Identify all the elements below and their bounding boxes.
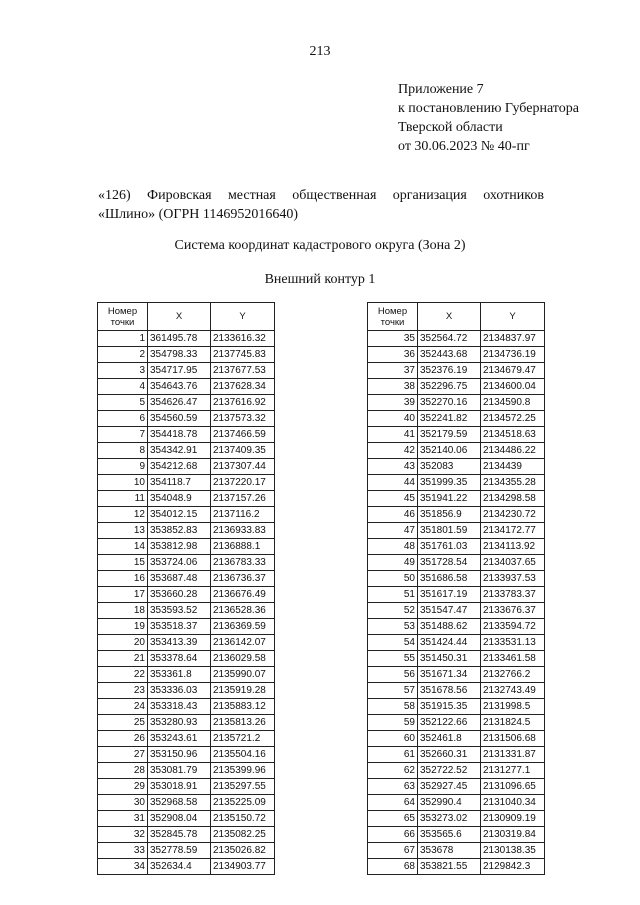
y-coordinate-cell: 2136528.36 bbox=[211, 603, 275, 619]
table-row bbox=[98, 587, 275, 603]
point-number-cell: 67 bbox=[368, 843, 418, 859]
y-coordinate-cell: 2134736.19 bbox=[481, 347, 545, 363]
table-row bbox=[368, 587, 545, 603]
table-row bbox=[368, 683, 545, 699]
x-coordinate-cell: 353852.83 bbox=[148, 523, 211, 539]
point-number-cell: 14 bbox=[98, 539, 148, 555]
x-coordinate-cell: 353812.98 bbox=[148, 539, 211, 555]
y-coordinate-cell: 2136933.83 bbox=[211, 523, 275, 539]
table-row bbox=[368, 491, 545, 507]
point-number-cell: 61 bbox=[368, 747, 418, 763]
table-row bbox=[368, 747, 545, 763]
x-coordinate-cell: 352376.19 bbox=[418, 363, 481, 379]
x-coordinate-cell: 354418.78 bbox=[148, 427, 211, 443]
x-coordinate-cell: 352270.16 bbox=[418, 395, 481, 411]
x-coordinate-cell: 353565.6 bbox=[418, 827, 481, 843]
y-coordinate-cell: 2135297.55 bbox=[211, 779, 275, 795]
y-coordinate-cell: 2133783.37 bbox=[481, 587, 545, 603]
table-row bbox=[368, 859, 545, 875]
x-coordinate-cell: 352296.75 bbox=[418, 379, 481, 395]
y-coordinate-cell: 2134486.22 bbox=[481, 443, 545, 459]
table-row bbox=[368, 523, 545, 539]
table-row bbox=[368, 699, 545, 715]
x-coordinate-cell: 351488.62 bbox=[418, 619, 481, 635]
x-coordinate-cell: 352140.06 bbox=[418, 443, 481, 459]
point-number-cell: 3 bbox=[98, 363, 148, 379]
y-coordinate-cell: 2131040.34 bbox=[481, 795, 545, 811]
table-row bbox=[368, 459, 545, 475]
point-number-cell: 12 bbox=[98, 507, 148, 523]
point-number-cell: 26 bbox=[98, 731, 148, 747]
point-number-cell: 50 bbox=[368, 571, 418, 587]
x-coordinate-cell: 353318.43 bbox=[148, 699, 211, 715]
heading-line-2: «Шлино» (ОГРН 1146952016640) bbox=[98, 207, 298, 222]
heading-line-1 bbox=[98, 186, 544, 205]
x-coordinate-cell: 351617.19 bbox=[418, 587, 481, 603]
contour-title: Внешний контур 1 bbox=[264, 272, 376, 287]
y-coordinate-cell: 2137466.59 bbox=[211, 427, 275, 443]
y-coordinate-cell: 2137628.34 bbox=[211, 379, 275, 395]
y-coordinate-cell: 2136888.1 bbox=[211, 539, 275, 555]
y-coordinate-cell: 2135721.2 bbox=[211, 731, 275, 747]
y-coordinate-cell: 2136676.49 bbox=[211, 587, 275, 603]
x-coordinate-cell: 353821.55 bbox=[418, 859, 481, 875]
table-row bbox=[368, 395, 545, 411]
point-number-cell: 46 bbox=[368, 507, 418, 523]
point-number-cell: 36 bbox=[368, 347, 418, 363]
table-row bbox=[98, 667, 275, 683]
y-coordinate-cell: 2134113.92 bbox=[481, 539, 545, 555]
point-number-cell: 24 bbox=[98, 699, 148, 715]
appendix-line: к постановлению Губернатора bbox=[398, 101, 579, 116]
table-row bbox=[368, 811, 545, 827]
y-coordinate-cell: 2131096.65 bbox=[481, 779, 545, 795]
x-coordinate-cell: 354798.33 bbox=[148, 347, 211, 363]
point-number-cell: 40 bbox=[368, 411, 418, 427]
table-row bbox=[98, 683, 275, 699]
y-coordinate-cell: 2137307.44 bbox=[211, 459, 275, 475]
point-number-cell: 68 bbox=[368, 859, 418, 875]
table-row bbox=[98, 331, 275, 347]
point-number-cell: 28 bbox=[98, 763, 148, 779]
x-coordinate-cell: 352179.59 bbox=[418, 427, 481, 443]
x-coordinate-cell: 351761.03 bbox=[418, 539, 481, 555]
x-coordinate-cell: 353660.28 bbox=[148, 587, 211, 603]
y-coordinate-cell: 2135026.82 bbox=[211, 843, 275, 859]
table-row bbox=[98, 859, 275, 875]
x-coordinate-cell: 353593.52 bbox=[148, 603, 211, 619]
header-x: X bbox=[418, 303, 481, 331]
point-number-cell: 13 bbox=[98, 523, 148, 539]
y-coordinate-cell: 2134298.58 bbox=[481, 491, 545, 507]
x-coordinate-cell: 351450.31 bbox=[418, 651, 481, 667]
y-coordinate-cell: 2134600.04 bbox=[481, 379, 545, 395]
x-coordinate-cell: 352908.04 bbox=[148, 811, 211, 827]
x-coordinate-cell: 354012.15 bbox=[148, 507, 211, 523]
x-coordinate-cell: 351941.22 bbox=[418, 491, 481, 507]
y-coordinate-cell: 2134518.63 bbox=[481, 427, 545, 443]
y-coordinate-cell: 2134837.97 bbox=[481, 331, 545, 347]
table-row bbox=[368, 667, 545, 683]
y-coordinate-cell: 2137157.26 bbox=[211, 491, 275, 507]
point-number-cell: 23 bbox=[98, 683, 148, 699]
table-row bbox=[368, 427, 545, 443]
table-row bbox=[368, 331, 545, 347]
y-coordinate-cell: 2133937.53 bbox=[481, 571, 545, 587]
point-number-cell: 9 bbox=[98, 459, 148, 475]
y-coordinate-cell: 2131277.1 bbox=[481, 763, 545, 779]
x-coordinate-cell: 351856.9 bbox=[418, 507, 481, 523]
point-number-cell: 7 bbox=[98, 427, 148, 443]
table-row bbox=[368, 475, 545, 491]
y-coordinate-cell: 2135399.96 bbox=[211, 763, 275, 779]
y-coordinate-cell: 2132743.49 bbox=[481, 683, 545, 699]
x-coordinate-cell: 351728.54 bbox=[418, 555, 481, 571]
point-number-cell: 53 bbox=[368, 619, 418, 635]
header-x: X bbox=[148, 303, 211, 331]
heading-word: местная bbox=[227, 188, 276, 203]
point-number-cell: 29 bbox=[98, 779, 148, 795]
point-number-cell: 30 bbox=[98, 795, 148, 811]
table-row bbox=[368, 779, 545, 795]
point-number-cell: 48 bbox=[368, 539, 418, 555]
point-number-cell: 20 bbox=[98, 635, 148, 651]
point-number-cell: 25 bbox=[98, 715, 148, 731]
point-number-cell: 55 bbox=[368, 651, 418, 667]
header-y: Y bbox=[481, 303, 545, 331]
y-coordinate-cell: 2137409.35 bbox=[211, 443, 275, 459]
y-coordinate-cell: 2133594.72 bbox=[481, 619, 545, 635]
y-coordinate-cell: 2131331.87 bbox=[481, 747, 545, 763]
table-row bbox=[368, 411, 545, 427]
point-number-cell: 59 bbox=[368, 715, 418, 731]
table-row bbox=[98, 571, 275, 587]
header-point-number: Номер точки bbox=[98, 303, 148, 331]
point-number-cell: 10 bbox=[98, 475, 148, 491]
point-number-cell: 35 bbox=[368, 331, 418, 347]
point-number-cell: 11 bbox=[98, 491, 148, 507]
table-row bbox=[368, 619, 545, 635]
point-number-cell: 45 bbox=[368, 491, 418, 507]
x-coordinate-cell: 361495.78 bbox=[148, 331, 211, 347]
x-coordinate-cell: 351547.47 bbox=[418, 603, 481, 619]
y-coordinate-cell: 2129842.3 bbox=[481, 859, 545, 875]
table-row bbox=[98, 363, 275, 379]
table-row bbox=[98, 715, 275, 731]
table-row bbox=[98, 459, 275, 475]
y-coordinate-cell: 2132766.2 bbox=[481, 667, 545, 683]
y-coordinate-cell: 2134679.47 bbox=[481, 363, 545, 379]
x-coordinate-cell: 353081.79 bbox=[148, 763, 211, 779]
y-coordinate-cell: 2134439 bbox=[481, 459, 545, 475]
point-number-cell: 54 bbox=[368, 635, 418, 651]
y-coordinate-cell: 2131998.5 bbox=[481, 699, 545, 715]
x-coordinate-cell: 353687.48 bbox=[148, 571, 211, 587]
x-coordinate-cell: 351686.58 bbox=[418, 571, 481, 587]
point-number-cell: 1 bbox=[98, 331, 148, 347]
x-coordinate-cell: 351678.56 bbox=[418, 683, 481, 699]
x-coordinate-cell: 351671.34 bbox=[418, 667, 481, 683]
table-row bbox=[98, 651, 275, 667]
x-coordinate-cell: 354118.7 bbox=[148, 475, 211, 491]
point-number-cell: 43 bbox=[368, 459, 418, 475]
heading-word: Фировская bbox=[147, 188, 212, 203]
appendix-line: от 30.06.2023 № 40-пг bbox=[398, 139, 530, 154]
heading-word: охотников bbox=[483, 188, 544, 203]
y-coordinate-cell: 2131506.68 bbox=[481, 731, 545, 747]
table-row bbox=[98, 619, 275, 635]
x-coordinate-cell: 353280.93 bbox=[148, 715, 211, 731]
table-row bbox=[368, 731, 545, 747]
point-number-cell: 19 bbox=[98, 619, 148, 635]
table-row bbox=[98, 491, 275, 507]
table-row bbox=[98, 763, 275, 779]
point-number-cell: 31 bbox=[98, 811, 148, 827]
table-row bbox=[98, 603, 275, 619]
y-coordinate-cell: 2135813.26 bbox=[211, 715, 275, 731]
y-coordinate-cell: 2134590.8 bbox=[481, 395, 545, 411]
point-number-cell: 66 bbox=[368, 827, 418, 843]
header-point-number: Номер точки bbox=[368, 303, 418, 331]
heading-word: общественная bbox=[292, 188, 377, 203]
x-coordinate-cell: 351801.59 bbox=[418, 523, 481, 539]
y-coordinate-cell: 2137745.83 bbox=[211, 347, 275, 363]
point-number-cell: 39 bbox=[368, 395, 418, 411]
point-number-cell: 33 bbox=[98, 843, 148, 859]
y-coordinate-cell: 2136369.59 bbox=[211, 619, 275, 635]
y-coordinate-cell: 2134230.72 bbox=[481, 507, 545, 523]
x-coordinate-cell: 354212.68 bbox=[148, 459, 211, 475]
point-number-cell: 44 bbox=[368, 475, 418, 491]
x-coordinate-cell: 354342.91 bbox=[148, 443, 211, 459]
table-row bbox=[368, 507, 545, 523]
point-number-cell: 52 bbox=[368, 603, 418, 619]
y-coordinate-cell: 2135504.16 bbox=[211, 747, 275, 763]
x-coordinate-cell: 353273.02 bbox=[418, 811, 481, 827]
x-coordinate-cell: 352122.66 bbox=[418, 715, 481, 731]
point-number-cell: 5 bbox=[98, 395, 148, 411]
x-coordinate-cell: 352660.31 bbox=[418, 747, 481, 763]
table-row bbox=[368, 347, 545, 363]
point-number-cell: 16 bbox=[98, 571, 148, 587]
table-row bbox=[98, 523, 275, 539]
point-number-cell: 17 bbox=[98, 587, 148, 603]
y-coordinate-cell: 2133461.58 bbox=[481, 651, 545, 667]
x-coordinate-cell: 353018.91 bbox=[148, 779, 211, 795]
table-row bbox=[98, 347, 275, 363]
table-row bbox=[98, 555, 275, 571]
x-coordinate-cell: 351424.44 bbox=[418, 635, 481, 651]
point-number-cell: 42 bbox=[368, 443, 418, 459]
y-coordinate-cell: 2136029.58 bbox=[211, 651, 275, 667]
organization-heading bbox=[98, 186, 544, 224]
y-coordinate-cell: 2131824.5 bbox=[481, 715, 545, 731]
table-row bbox=[98, 731, 275, 747]
table-row bbox=[368, 603, 545, 619]
x-coordinate-cell: 353518.37 bbox=[148, 619, 211, 635]
table-row bbox=[98, 843, 275, 859]
point-number-cell: 2 bbox=[98, 347, 148, 363]
point-number-cell: 18 bbox=[98, 603, 148, 619]
table-row bbox=[98, 427, 275, 443]
y-coordinate-cell: 2134355.28 bbox=[481, 475, 545, 491]
x-coordinate-cell: 351999.35 bbox=[418, 475, 481, 491]
x-coordinate-cell: 353378.64 bbox=[148, 651, 211, 667]
y-coordinate-cell: 2134172.77 bbox=[481, 523, 545, 539]
point-number-cell: 4 bbox=[98, 379, 148, 395]
x-coordinate-cell: 353336.03 bbox=[148, 683, 211, 699]
x-coordinate-cell: 352634.4 bbox=[148, 859, 211, 875]
appendix-line: Тверской области bbox=[398, 120, 503, 135]
point-number-cell: 32 bbox=[98, 827, 148, 843]
point-number-cell: 51 bbox=[368, 587, 418, 603]
y-coordinate-cell: 2134903.77 bbox=[211, 859, 275, 875]
point-number-cell: 37 bbox=[368, 363, 418, 379]
x-coordinate-cell: 352443.68 bbox=[418, 347, 481, 363]
table-row bbox=[368, 571, 545, 587]
y-coordinate-cell: 2137616.92 bbox=[211, 395, 275, 411]
heading-word: «126) bbox=[98, 188, 131, 203]
table-row bbox=[368, 379, 545, 395]
table-row bbox=[98, 475, 275, 491]
table-row bbox=[368, 539, 545, 555]
table-row bbox=[368, 763, 545, 779]
y-coordinate-cell: 2133676.37 bbox=[481, 603, 545, 619]
y-coordinate-cell: 2134037.65 bbox=[481, 555, 545, 571]
table-row bbox=[98, 507, 275, 523]
y-coordinate-cell: 2135990.07 bbox=[211, 667, 275, 683]
y-coordinate-cell: 2133531.13 bbox=[481, 635, 545, 651]
y-coordinate-cell: 2135225.09 bbox=[211, 795, 275, 811]
point-number-cell: 63 bbox=[368, 779, 418, 795]
x-coordinate-cell: 352461.8 bbox=[418, 731, 481, 747]
point-number-cell: 6 bbox=[98, 411, 148, 427]
y-coordinate-cell: 2135919.28 bbox=[211, 683, 275, 699]
appendix-block bbox=[398, 80, 579, 156]
y-coordinate-cell: 2136736.37 bbox=[211, 571, 275, 587]
y-coordinate-cell: 2137220.17 bbox=[211, 475, 275, 491]
y-coordinate-cell: 2135883.12 bbox=[211, 699, 275, 715]
x-coordinate-cell: 352778.59 bbox=[148, 843, 211, 859]
point-number-cell: 58 bbox=[368, 699, 418, 715]
table-row bbox=[98, 411, 275, 427]
x-coordinate-cell: 353150.96 bbox=[148, 747, 211, 763]
y-coordinate-cell: 2135150.72 bbox=[211, 811, 275, 827]
point-number-cell: 27 bbox=[98, 747, 148, 763]
header-y: Y bbox=[211, 303, 275, 331]
y-coordinate-cell: 2134572.25 bbox=[481, 411, 545, 427]
table-row bbox=[98, 747, 275, 763]
point-number-cell: 49 bbox=[368, 555, 418, 571]
point-number-cell: 62 bbox=[368, 763, 418, 779]
point-number-cell: 47 bbox=[368, 523, 418, 539]
point-number-cell: 38 bbox=[368, 379, 418, 395]
x-coordinate-cell: 352564.72 bbox=[418, 331, 481, 347]
x-coordinate-cell: 351915.35 bbox=[418, 699, 481, 715]
table-row bbox=[98, 827, 275, 843]
x-coordinate-cell: 354626.47 bbox=[148, 395, 211, 411]
heading-word: организация bbox=[392, 188, 467, 203]
y-coordinate-cell: 2130319.84 bbox=[481, 827, 545, 843]
point-number-cell: 41 bbox=[368, 427, 418, 443]
y-coordinate-cell: 2136142.07 bbox=[211, 635, 275, 651]
table-row bbox=[368, 443, 545, 459]
table-row bbox=[368, 651, 545, 667]
x-coordinate-cell: 352083 bbox=[418, 459, 481, 475]
table-row bbox=[98, 635, 275, 651]
y-coordinate-cell: 2137677.53 bbox=[211, 363, 275, 379]
x-coordinate-cell: 352990.4 bbox=[418, 795, 481, 811]
appendix-line: Приложение 7 bbox=[398, 82, 484, 97]
table-row bbox=[98, 699, 275, 715]
x-coordinate-cell: 352968.58 bbox=[148, 795, 211, 811]
table-row bbox=[368, 843, 545, 859]
x-coordinate-cell: 352927.45 bbox=[418, 779, 481, 795]
table-row bbox=[368, 827, 545, 843]
coordinate-system-title: Система координат кадастрового округа (Зона 2) bbox=[174, 238, 466, 253]
y-coordinate-cell: 2137116.2 bbox=[211, 507, 275, 523]
table-row bbox=[98, 395, 275, 411]
table-row bbox=[368, 363, 545, 379]
point-number-cell: 60 bbox=[368, 731, 418, 747]
y-coordinate-cell: 2137573.32 bbox=[211, 411, 275, 427]
y-coordinate-cell: 2135082.25 bbox=[211, 827, 275, 843]
coordinates-table-left bbox=[97, 302, 275, 875]
x-coordinate-cell: 353724.06 bbox=[148, 555, 211, 571]
point-number-cell: 22 bbox=[98, 667, 148, 683]
x-coordinate-cell: 353243.61 bbox=[148, 731, 211, 747]
table-row bbox=[98, 443, 275, 459]
x-coordinate-cell: 354643.76 bbox=[148, 379, 211, 395]
coordinates-table-right bbox=[367, 302, 545, 875]
x-coordinate-cell: 353361.8 bbox=[148, 667, 211, 683]
table-row bbox=[98, 811, 275, 827]
table-row bbox=[368, 555, 545, 571]
table-row bbox=[368, 635, 545, 651]
page-number: 213 bbox=[309, 44, 331, 59]
x-coordinate-cell: 353678 bbox=[418, 843, 481, 859]
x-coordinate-cell: 353413.39 bbox=[148, 635, 211, 651]
table-row bbox=[98, 539, 275, 555]
y-coordinate-cell: 2133616.32 bbox=[211, 331, 275, 347]
x-coordinate-cell: 354048.9 bbox=[148, 491, 211, 507]
point-number-cell: 8 bbox=[98, 443, 148, 459]
point-number-cell: 15 bbox=[98, 555, 148, 571]
point-number-cell: 56 bbox=[368, 667, 418, 683]
y-coordinate-cell: 2130138.35 bbox=[481, 843, 545, 859]
y-coordinate-cell: 2130909.19 bbox=[481, 811, 545, 827]
point-number-cell: 57 bbox=[368, 683, 418, 699]
x-coordinate-cell: 352722.52 bbox=[418, 763, 481, 779]
table-row bbox=[98, 779, 275, 795]
table-row bbox=[368, 795, 545, 811]
table-row bbox=[98, 379, 275, 395]
x-coordinate-cell: 352241.82 bbox=[418, 411, 481, 427]
x-coordinate-cell: 352845.78 bbox=[148, 827, 211, 843]
y-coordinate-cell: 2136783.33 bbox=[211, 555, 275, 571]
x-coordinate-cell: 354717.95 bbox=[148, 363, 211, 379]
point-number-cell: 65 bbox=[368, 811, 418, 827]
point-number-cell: 64 bbox=[368, 795, 418, 811]
table-row bbox=[98, 795, 275, 811]
table-row bbox=[368, 715, 545, 731]
point-number-cell: 34 bbox=[98, 859, 148, 875]
point-number-cell: 21 bbox=[98, 651, 148, 667]
x-coordinate-cell: 354560.59 bbox=[148, 411, 211, 427]
